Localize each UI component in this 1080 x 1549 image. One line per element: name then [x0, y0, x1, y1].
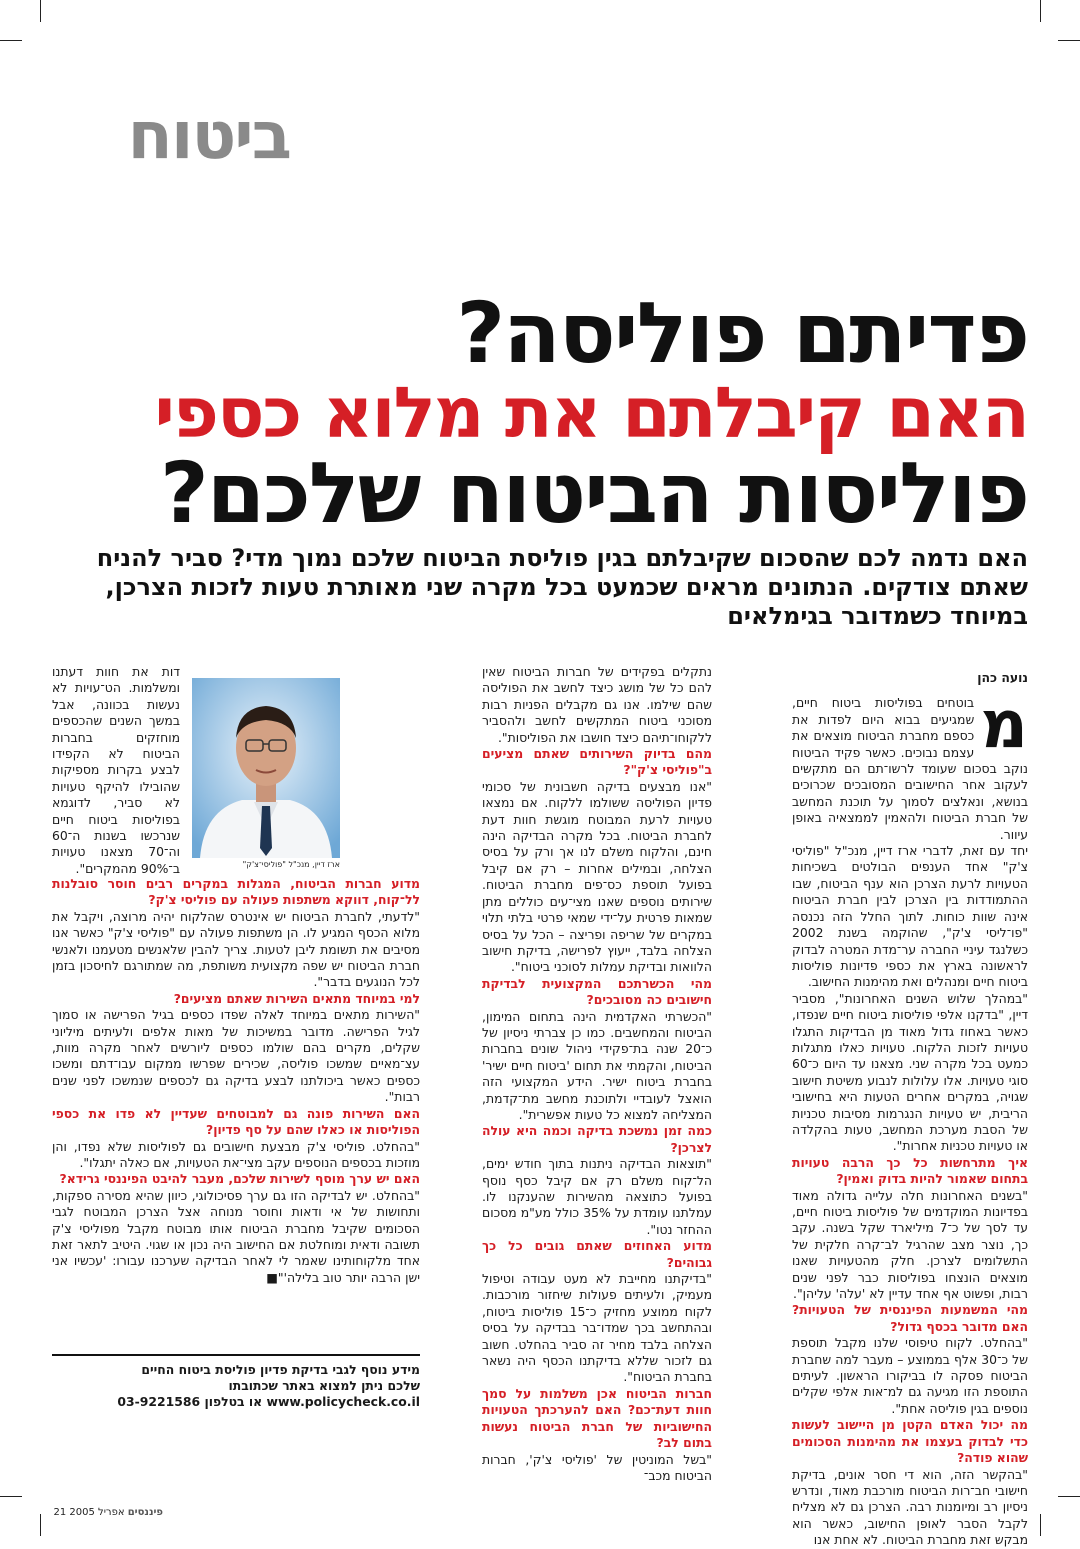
paragraph: "במהלך שלוש השנים האחרונות", מסביר דיין, "בדקנו אלפי פוליסות ביטוח חיים שנפדו, כאשר באחוז גדול מאוד מן הבדיקות התגלו טעויות לזכות הלקוח. טעויות כאלו מתגלות כמעט בכל מקרה שני. מצאנו עד היום כ־60 סוגי טעויות. אלו עלולות לנבוע משיטת חישוב שגויה, במקרים אחרים הטעות היא בחישובי הריבית, יש טעויות הנגרמות מסיבות טכניות של הסבת מערכת המחשב, טעות בהקלדה או טעויות טכניות אחרות".: [792, 990, 1028, 1154]
paragraph: נתקלים בפקידים של חברות הביטוח שאין להם כל של מושג כיצד לחשב את הפוליסה שהם שילמו. אנו גם מקבלים הפניות רבות מסוכני ביטוח המתקשים לחשב ולהסביר ללקוחו־תיהם כיצד חושבו את הפוליסות".: [482, 664, 712, 745]
headline-line-1: פדיתם פוליסה?: [456, 284, 1028, 382]
interview-question: מהי המשמעות הפיננסית של הטעויות? האם מדובר בכסף גדול?: [792, 1302, 1028, 1334]
paragraph: דות את חוות דעתנו ומשלמות. הט־עויות לא נעשות בכוונה, אבל במשך השנים שהכספים מוחזקים בחברות הביטוח לא הקפידו לבצע בקרות מספיקות שהובילו להיקף טעויות לא סביר, לדוגמא בפוליסות ביטוח חיים שנרכשו בשנות ה־60 וה־70 מצאנו טעויות ב־90% מהמקרים".: [52, 664, 180, 876]
interview-question: האם השירות פונה גם למבוטחים שעדיין לא פדו את כספי הפוליסות או כאלו שהם על סף פדיון?: [52, 1105, 420, 1138]
page-number: 21: [53, 1507, 67, 1518]
paragraph: "הכשרתי האקדמית הינה בתחום המימון, הביטוח והמחשבים. כמו כן צברתי ניסיון של כ־20 שנה בת־פקידי ניהול שונים בחברות הביטוח, והקמתי את תחום 'ביטוח חיים ישיר' בחברת ביטוח ישיר. הידע המקצועי הזה הואצל לעובדיי ולתוכנת מחשב מת־קדמת, המצליחה למצוא כל טעות אפשרית".: [482, 1008, 712, 1122]
paragraph: "בהחלט. לקוח טיפוסי שלנו מקבל תוספת של כ־30 אלף בממוצע – מעבר למה שחברת הביטוח פסקה לו בביקורו הראשון. לעיתים התוספת הזו מגיעה גם למ־אות אלפי שקלים נוספים בגין פוליסה אחת".: [792, 1335, 1028, 1416]
paragraph: בוטחים בפוליסות ביטוח חיים, שמגיעים בבוא היום לפדות את כספם מחברת הביטוח מוצאים את עצמם נבוכים. כאשר פקיד הביטוח נוקב בסכום שעומד לרשו־תם הם מתקשים לעקוב אחר החישובים המסובכים שכרוכים בנושא, ונאלצים לסמוך על תוכנת המחשב של חברת הביטוח ולהאמין לממצאיה באופן עיוור.: [792, 695, 1028, 842]
paragraph: "בשל המוניטין של 'פוליסי צ'ק', חברות הביטוח מכב־: [482, 1451, 712, 1483]
interview-question: חברות הביטוח אכן משלמות על סמך חוות דעת־כם? האם להערכתך הטעויות החישוביות של חברת הביטוח נעשות בתום לב?: [482, 1385, 712, 1451]
crop-mark: [1058, 1496, 1080, 1497]
interview-question: מהם בדיוק השירותים שאתם מציעים ב"פוליסי צ'ק"?: [482, 746, 712, 778]
info-contact: [52, 1394, 420, 1410]
magazine-name: פיננסים: [127, 1507, 163, 1518]
interview-question: כמה זמן נמשכת בדיקה וכמה היא עולה לצרכן?: [482, 1123, 712, 1155]
paragraph: יחד עם זאת, לדברי ארז דיין, מנכ"ל "פוליסי צ'ק" אחד הענפים הבולטים בשכיחות הטעויות לרעת הצרכן הוא ענף הביטוח, שבו ההתמודדות בין הצרכן לבין חברת הביטוח אינה שוות כוחות. לתוך החלל הזה נכנסה "פו־ליסי צ'ק", שהוקמה בשנת 2002 כשלנגד עיניי החברה ער־מדת המטרה לבדוק לראשונה בארץ את כספי פדיונות פוליסות ביטוח חיים ומנהלים ואת מהימנות החישוב.: [792, 843, 1028, 990]
paragraph: "לדעתי, לחברת הביטוח יש אינטרס שהלקוח יהיה מרוצה, ויקבל את מלוא הכסף המגיע לו. הן משתפות פעולה עם "פוליסי צ'ק" כאשר אנו מסיבים את תשומת ליבן לטעות. צריך להבין שלאנשים מטעמנו ולאנשי חברת הביטוח יש שפה מקצועית משותפת, מה שמתורגם לחיסכון בזמן לכל הנוגעים בדבר".: [52, 908, 420, 990]
paragraph: "בהחלט. יש לבדיקה הזו גם ערך פסיכולוגי, כיוון שהיא מסירה ספקות, ותחושות של אי ודאות וחוסר מנוחה אצל הצרכן המבוטח לגבי הסכומים שקיבל מחברת הביטוח אותו מבוטח מקבל מפוליסי צ'ק תשובה ודאית ומוחלטת אם החישוב היה נכון או שגוי. היטיב לתאר זאת אחד מלקוחותינו שאמר לי לאחר הבדיקה שערכנו עבורו: 'עכשיו אני ישן הרבה יותר טוב בלילה'"■: [52, 1187, 420, 1285]
page-footer: [53, 1507, 163, 1518]
article-column-3-top: [52, 664, 180, 877]
headline: [48, 284, 1028, 542]
paragraph: "בדיקתנו מחייבת לא מעט עבודה וטיפול מעמיק, ולעיתים פעולות שיחזור מורכבות. לקוח ממוצע מחזיק כ־15 פוליסות ביטוח, ובהתחשב בכך שמדו־בר בבדיקה על בסיס הצלחה בלבד מחיר זה סביר בהחלט. חשוב גם לזכור שללא בדיקתנו הכסף היה נשאר בחברת הביטוח".: [482, 1271, 712, 1385]
phone-number: 03-9221586: [117, 1394, 201, 1409]
crop-mark: [0, 1496, 22, 1497]
interview-question: איך מתרחשות כל כך הרבה טעויות בתחום שאמור להיות בדוק ואמין?: [792, 1154, 1028, 1187]
phone-prefix: או בטלפון: [204, 1394, 263, 1409]
interview-question: מדוע חברות הביטוח, המגלות במקרים רבים חוסר סובלנות לל־קוח, דווקא משתפות פעולה עם פוליסי צ'ק?: [52, 876, 420, 908]
paragraph: "בהחלט. פוליסי צ'ק מבצעת חישובים גם לפוליסות שלא נפדו, והן מוזכות בכספים הנוספים עקב מצי־את הטעויות, אם כאלה יתגלו".: [52, 1138, 420, 1170]
lede: האם נדמה לכם שהסכום שקיבלתם בגין פוליסת הביטוח שלכם נמוך מדי? סביר להניח שאתם צודקים. הנתונים מראים שכמעט בכל מקרה שני מאותרת טעות לזכות הצרכן, במיוחד כשמדובר בגימלאים: [96, 544, 1028, 630]
photo-caption: ארז דיין, מנכ"ל "פוליסי־צ'ק": [242, 860, 340, 869]
crop-mark: [1040, 1514, 1041, 1536]
author-byline: נועה כהן: [977, 670, 1028, 685]
issue-month: אפריל: [98, 1507, 125, 1518]
crop-mark: [40, 0, 41, 22]
section-label: ביטוח: [127, 97, 290, 174]
headline-line-3: פוליסות הביטוח שלכם?: [159, 444, 1028, 542]
issue-year: 2005: [69, 1507, 95, 1518]
article-column-3-body: [52, 876, 420, 1286]
interview-question: מה יכול האדם הקטן מן היישוב לעשות כדי לבדוק בעצמו את מהימנות הסכומים שהוא פודה?: [792, 1417, 1028, 1466]
headline-line-2: האם קיבלתם את מלוא כספי: [154, 372, 1028, 454]
info-box: [52, 1354, 420, 1410]
paragraph: "בהקשר הזה, הוא די חסר אונים, בדיקת חישובי חב־רות הביטוח מורכבת מאוד, ונדרש ניסיון רב ומיומנות רבה. הצרכן גם לא מצליח לקבל הסבר לאופן החישוב, כאשר הוא מבקש זאת מחברת הביטוח. לא אחת אנו: [792, 1466, 1028, 1548]
crop-mark: [1058, 40, 1080, 41]
paragraph: "בשנים האחרונות חלה עלייה גדולה מאוד בפדיונות המוקדמים של פוליסות ביטוח חיים, עד לסך של כ־7 מיליארד שקל בשנה. עקב כך, נוצר מצב שהרגיל לב־קרה חלקית של התשלומים לצרכן. חלק מהטעויות שאנו מוצאים הונצחו בפוליסות כבר לפני שנים רבות, ופשוט אף אחד עדיין לא 'עלה' עליהן".: [792, 1187, 1028, 1302]
drop-cap: מ: [980, 686, 1028, 764]
crop-mark: [0, 40, 22, 41]
info-line-1: מידע נוסף לגבי בדיקת פדיון פוליסת ביטוח החיים: [141, 1362, 420, 1377]
interview-question: האם יש ערך מוסף לשירות שלכם, מעבר להיבט הפיננסי גרידא?: [59, 1171, 420, 1187]
interview-question: מדוע האחוזים שאתם גובים כל כך גבוהים?: [482, 1238, 712, 1270]
article-column-2: [482, 664, 712, 1484]
portrait-photo: [192, 678, 340, 858]
interview-question: למי במיוחד מתאים השירות שאתם מציעים?: [173, 990, 420, 1006]
crop-mark: [40, 1514, 41, 1536]
paragraph: "השירות מתאים במיוחד לאלה שפדו כספים בגיל הפרישה או סמוך לגיל הפרישה. מדובר במשיכות של מאות אלפים ולעיתים מיליוני שקלים, מקרים בהם שולמו כספים ליורשים לאחר מקרה מוות, עצ־מאיים שמשכו פוליסה, שכירים שפרשו ממקום עבו־דתם ומשכו כספים כאשר ביכולתנו לבצע בדיקה גם לכספים שנמשכו לפני שנים רבות".: [52, 1007, 420, 1105]
article-column-1: [792, 670, 1028, 1549]
info-line-2: שלכם ניתן למצוא באתר שכתובתו: [228, 1378, 420, 1393]
paragraph: "אנו מבצעים בדיקה חשבונית של סכומי פדיון הפוליסה ששולמו ללקוח. אם נמצאו טעויות לרעת המבוטח מוגשת חוות דעת לחברת הביטוח. בכל מקרה הבדיקה הינה חינם, והלקוח משלם לנו אך ורק על בסיס הצלחה, ובמילים אחרות – רק אם קיבל בפועל תוספת כס־פים מחברת הביטוח. שירותים נוספים שאנו מצי־עים כוללים מתן שמאות פרטית על־ידי שמאי פרטי בלתי תלוי במקרים של שריפה ופריצה – הכל על בסיס הצלחה בלבד, ייעוץ לפרישה, בדיקת חישוב הלוואות ובדיקת עמלות לסוכני ביטוח".: [482, 778, 712, 975]
website-link[interactable]: www.policycheck.co.il: [266, 1394, 420, 1409]
interview-question: מהי הכשרתכם המקצועית לבדיקת חישובים כה מסובכים?: [482, 975, 712, 1008]
crop-mark: [1040, 0, 1041, 22]
paragraph: "תוצאות הבדיקה ניתנות בתוך חודש ימים, הל־קוח משלם רק אם קיבל כסף נוסף בפועל כתוצאה מהשירות שהענקנו לו. עמלתנו עומדת על 35% כולל מע"מ מסכום ההחזר נטו".: [482, 1156, 712, 1237]
